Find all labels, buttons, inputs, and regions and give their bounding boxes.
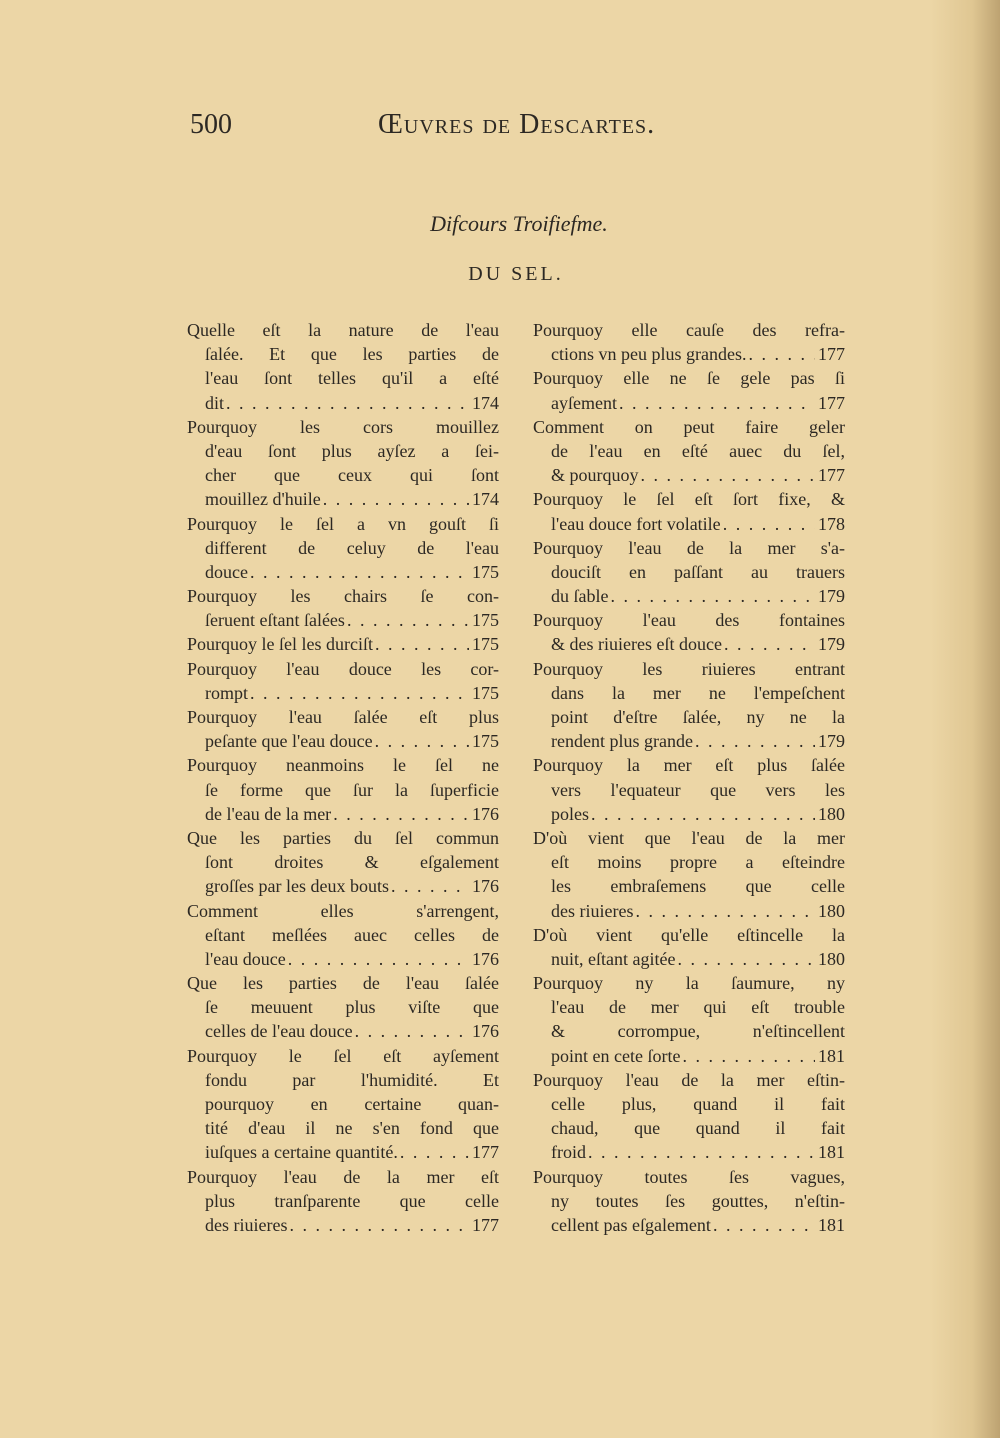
entry-last-line [533,463,845,487]
index-entry [533,318,845,366]
entry-text: ctions vn peu plus grandes. [551,344,747,365]
page-reference: 181 [818,1214,845,1235]
entry-last-line [533,899,845,923]
page-reference: 176 [472,803,499,824]
section-title: Difcours Troifiefme. [430,211,608,236]
index-entry [533,608,845,656]
entry-last-line [187,1019,499,1043]
entry-line: cher que ceux qui ſont [205,465,499,486]
leader-dots [589,802,815,826]
entry-text: celles de l'eau douce [205,1021,353,1042]
entry-line: Pourquoy toutes ſes vagues, [533,1166,845,1187]
entry-line: Pourquoy les cors mouillez [187,416,499,437]
left-column [187,318,499,1237]
entry-line: douciſt en paſſant au trauers [551,561,845,582]
leader-dots [389,874,469,898]
entry-last-line [533,729,845,753]
entry-text: du ſable [551,586,609,607]
page-number: 500 [190,109,232,140]
entry-text: douce [205,561,248,582]
leader-dots [633,899,815,923]
index-entry [533,1068,845,1165]
entry-line: Pourquoy ny la ſaumure, ny [533,973,845,994]
entry-last-line [533,512,845,536]
leader-dots [711,1213,815,1237]
index-entry [533,1165,845,1238]
entry-line: Pourquoy elle ne ſe gele pas ſi [533,368,845,389]
entry-last-line [187,391,499,415]
index-entry [533,826,845,923]
entry-line: Pourquoy l'eau de la mer eſt [187,1166,499,1187]
entry-text: peſante que l'eau douce [205,731,373,752]
entry-last-line [187,1140,499,1164]
entry-line: de l'eau en eſté auec du ſel, [551,440,845,461]
entry-line: eſt moins propre a eſteindre [551,852,845,873]
entry-line: d'eau ſont plus ayſez a ſei- [205,440,499,461]
index-entry [187,705,499,753]
page-reference: 177 [472,1214,499,1235]
entry-text: poles [551,803,589,824]
entry-line: Pourquoy l'eau ſalée eſt plus [187,707,499,727]
entry-line: Que les parties du ſel commun [187,827,499,848]
page-reference: 179 [818,731,845,752]
entry-line: ſe forme que ſur la ſuperficie [205,779,499,800]
running-title: Œuvres de Descartes. [378,109,656,140]
entry-last-line [533,947,845,971]
entry-line: Quelle eſt la nature de l'eau [187,320,499,340]
entry-last-line [533,342,845,366]
entry-last-line [187,802,499,826]
page-reference: 175 [472,682,499,703]
entry-line: Pourquoy le ſel a vn gouſt ſi [187,513,499,534]
entry-last-line [533,1044,845,1068]
page-reference: 180 [818,803,845,824]
entry-line: & corrompue, n'eſtincellent [551,1021,845,1042]
entry-text: dit [205,392,225,413]
entry-text: des riuieres [551,900,634,921]
entry-last-line [533,802,845,826]
entry-text: point en cete ſorte [551,1045,681,1066]
entry-line: D'où vient qu'elle eſtincelle la [533,924,845,945]
entry-line: l'eau ſont telles qu'il a eſté [205,368,499,389]
entry-last-line [187,874,499,898]
entry-text: & pourquoy [551,465,639,486]
leader-dots [608,584,815,608]
page-reference: 175 [472,610,499,631]
entry-line: Que les parties de l'eau ſalée [187,973,499,994]
page-reference: 174 [472,392,499,413]
entry-last-line [187,608,499,632]
entry-line: vers l'equateur que vers les [551,779,845,800]
page-reference: 177 [472,1142,499,1163]
entry-last-line [187,681,499,705]
entry-line: les embraſemens que celle [551,876,845,897]
index-entry [533,753,845,826]
entry-last-line [187,1213,499,1237]
entry-line: Pourquoy elle cauſe des refra- [533,320,845,340]
page-reference: 179 [818,634,845,655]
entry-text: l'eau douce fort volatile [551,513,721,534]
entry-text: cellent pas eſgalement [551,1214,711,1235]
entry-text: iuſques a certaine quantité. [205,1142,398,1163]
page-reference: 177 [818,392,845,413]
leader-dots [373,729,469,753]
entry-text: l'eau douce [205,948,286,969]
page-reference: 178 [818,513,845,534]
index-entry [187,1165,499,1238]
leader-dots [286,947,469,971]
index-entry [187,632,499,656]
index-entry [533,536,845,609]
entry-last-line [187,487,499,511]
leader-dots [321,487,469,511]
entry-line: fondu par l'humidité. Et [205,1069,499,1090]
entry-line: tité d'eau il ne s'en fond que [205,1118,499,1139]
entry-last-line [533,1140,845,1164]
leader-dots [680,1044,815,1068]
leader-dots [398,1140,469,1164]
entry-text: rendent plus grande [551,731,693,752]
leader-dots [345,608,469,632]
leader-dots [693,729,815,753]
leader-dots [373,632,469,656]
index-entry [187,318,499,415]
entry-line: Pourquoy la mer eſt plus ſalée [533,755,845,776]
page-reference: 177 [818,465,845,486]
entry-line: Pourquoy l'eau de la mer s'a- [533,537,845,558]
entry-last-line [187,729,499,753]
entry-text: froid [551,1142,586,1163]
index-entry [533,415,845,488]
leader-dots [617,391,815,415]
page-reference: 177 [818,344,845,365]
entry-line: Pourquoy l'eau des fontaines [533,610,845,631]
page-reference: 180 [818,900,845,921]
entry-last-line [533,584,845,608]
index-entry [533,923,845,971]
entry-text: mouillez d'huile [205,489,321,510]
entry-line: Pourquoy neanmoins le ſel ne [187,755,499,776]
index-entry [187,415,499,512]
entry-line: Pourquoy les chairs ſe con- [187,586,499,607]
index-entry [533,657,845,754]
leader-dots [721,512,815,536]
entry-text: & des riuieres eſt douce [551,634,722,655]
index-entry [187,826,499,899]
entry-line: Pourquoy l'eau de la mer eſtin- [533,1069,845,1090]
index-entry [187,971,499,1044]
entry-text: groſſes par les deux bouts [205,876,389,897]
index-entry [187,753,499,826]
entry-line: celle plus, quand il fait [551,1094,845,1114]
entry-line: plus tranſparente que celle [205,1190,499,1211]
page-reference: 176 [472,948,499,969]
entry-line: Pourquoy le ſel eſt ayſement [187,1045,499,1066]
entry-line: chaud, que quand il fait [551,1118,845,1139]
page-reference: 179 [818,586,845,607]
entry-line: pourquoy en certaine quan- [205,1094,499,1114]
entry-text: Pourquoy le ſel les durciſt [187,634,373,655]
page-header [0,105,1000,145]
index-entry [187,1044,499,1165]
index-entry [187,512,499,585]
index-entry [533,971,845,1068]
right-column [533,318,845,1237]
entry-line: different de celuy de l'eau [205,537,499,558]
entry-text: ſeruent eſtant ſalées [205,610,345,631]
index-entry [187,584,499,632]
entry-text: nuit, eſtant agitée [551,948,676,969]
index-entry [533,366,845,414]
index-entry [187,899,499,972]
leader-dots [224,391,469,415]
page-reference: 176 [472,1021,499,1042]
page-reference: 181 [818,1045,845,1066]
leader-dots [746,342,815,366]
entry-last-line [533,1213,845,1237]
entry-text: rompt [205,682,248,703]
page-reference: 175 [472,634,499,655]
entry-line: eſtant meſlées auec celles de [205,924,499,945]
entry-line: dans la mer ne l'empeſchent [551,682,845,703]
entry-text: ayſement [551,392,617,413]
entry-line: ny toutes ſes gouttes, n'eſtin- [551,1190,845,1211]
entry-line: Comment on peut faire geler [533,416,845,437]
index-entry [187,657,499,705]
leader-dots [675,947,815,971]
leader-dots [287,1213,469,1237]
leader-dots [248,681,469,705]
entry-line: D'où vient que l'eau de la mer [533,827,845,848]
page-reference: 175 [472,561,499,582]
entry-text: de l'eau de la mer [205,803,332,824]
leader-dots [353,1019,469,1043]
entry-text: des riuieres [205,1214,288,1235]
page-reference: 176 [472,876,499,897]
entry-line: ſe meuuent plus viſte que [205,997,499,1018]
page-reference: 174 [472,489,499,510]
section-subtitle: DU SEL. [468,263,564,285]
entry-line: Pourquoy les riuieres entrant [533,658,845,679]
entry-line: ſalée. Et que les parties de [205,344,499,365]
entry-last-line [533,632,845,656]
leader-dots [586,1140,815,1164]
entry-line: Comment elles s'arrengent, [187,900,499,921]
page-reference: 181 [818,1142,845,1163]
entry-last-line [187,632,499,656]
entry-line: Pourquoy le ſel eſt ſort fixe, & [533,489,845,510]
entry-line: Pourquoy l'eau douce les cor- [187,658,499,679]
entry-line: l'eau de mer qui eſt trouble [551,997,845,1018]
leader-dots [331,802,469,826]
page-reference: 175 [472,731,499,752]
entry-line: point d'eſtre ſalée, ny ne la [551,707,845,727]
entry-last-line [533,391,845,415]
entry-last-line [187,560,499,584]
entry-last-line [187,947,499,971]
leader-dots [722,632,815,656]
entry-line: ſont droites & eſgalement [205,852,499,873]
page-reference: 180 [818,948,845,969]
leader-dots [248,560,469,584]
leader-dots [639,463,816,487]
index-entry [533,487,845,535]
